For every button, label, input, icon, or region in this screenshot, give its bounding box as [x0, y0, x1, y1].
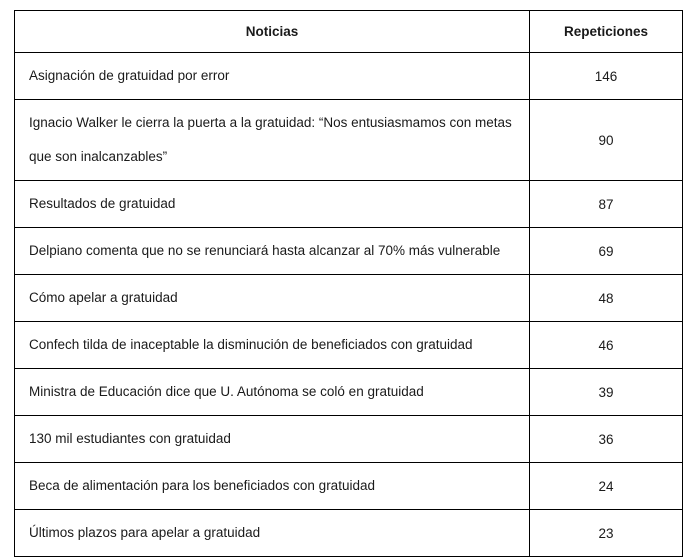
- table-row: [15, 275, 683, 322]
- noticia-cell: Ministra de Educación dice que U. Autónoma se coló en gratuidad: [15, 369, 530, 416]
- column-header-repeticiones: Repeticiones: [530, 11, 683, 53]
- table-row: [15, 181, 683, 228]
- column-header-noticias: Noticias: [15, 11, 530, 53]
- table-header-row: [15, 11, 683, 53]
- news-repetitions-table: [14, 10, 683, 557]
- count-cell: 23: [530, 510, 683, 557]
- noticia-cell: Asignación de gratuidad por error: [15, 53, 530, 100]
- count-cell: 90: [530, 100, 683, 181]
- noticia-cell: 130 mil estudiantes con gratuidad: [15, 416, 530, 463]
- table-row: [15, 510, 683, 557]
- noticia-cell: Confech tilda de inaceptable la disminución de beneficiados con gratuidad: [15, 322, 530, 369]
- table-row: [15, 53, 683, 100]
- count-cell: 46: [530, 322, 683, 369]
- count-cell: 36: [530, 416, 683, 463]
- table-row: [15, 228, 683, 275]
- count-cell: 87: [530, 181, 683, 228]
- noticia-cell: Ignacio Walker le cierra la puerta a la gratuidad: “Nos entusiasmamos con metas que son inalcanzables”: [15, 100, 530, 181]
- count-cell: 69: [530, 228, 683, 275]
- count-cell: 39: [530, 369, 683, 416]
- table-row: [15, 463, 683, 510]
- count-cell: 24: [530, 463, 683, 510]
- count-cell: 146: [530, 53, 683, 100]
- noticia-cell: Últimos plazos para apelar a gratuidad: [15, 510, 530, 557]
- noticia-cell: Resultados de gratuidad: [15, 181, 530, 228]
- noticia-cell: Delpiano comenta que no se renunciará hasta alcanzar al 70% más vulnerable: [15, 228, 530, 275]
- noticia-cell: Cómo apelar a gratuidad: [15, 275, 530, 322]
- table-row: [15, 322, 683, 369]
- noticia-cell: Beca de alimentación para los beneficiados con gratuidad: [15, 463, 530, 510]
- table-row: [15, 369, 683, 416]
- table-row: [15, 100, 683, 181]
- table-row: [15, 416, 683, 463]
- count-cell: 48: [530, 275, 683, 322]
